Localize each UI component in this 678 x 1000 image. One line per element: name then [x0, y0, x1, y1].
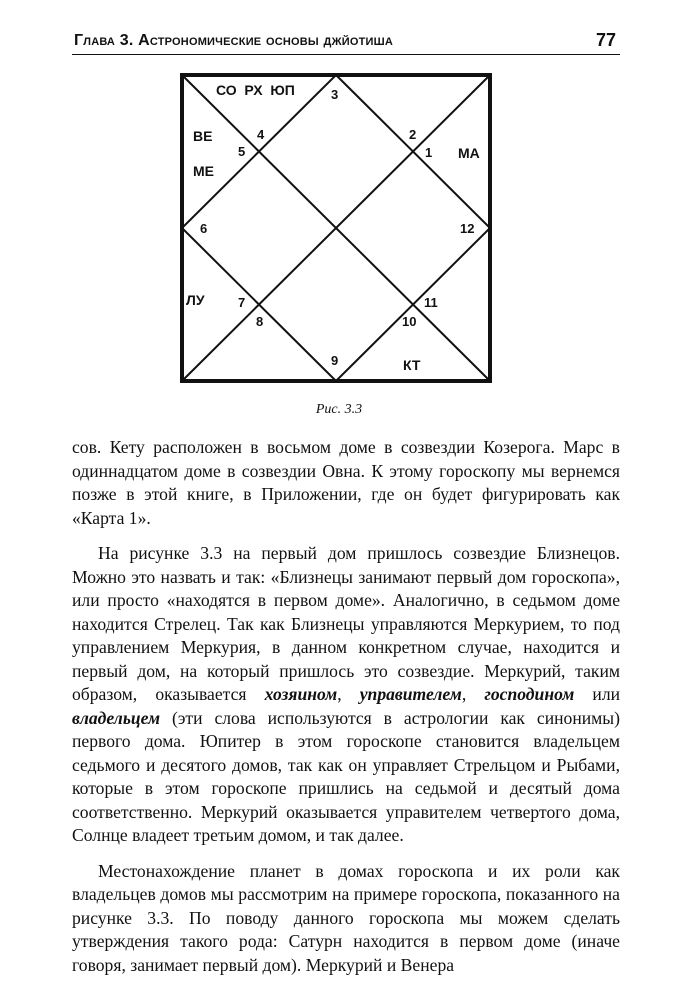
- planet-moon-house-7: ЛУ: [186, 292, 205, 308]
- body-text: [72, 436, 620, 989]
- house-number-4: 4: [257, 127, 265, 142]
- planet-mars-house-1: МА: [458, 145, 480, 161]
- page-number: 77: [595, 30, 616, 50]
- paragraph-1: сов. Кету расположен в восьмом доме в созвездии Козерога. Марс в одиннадцатом доме в созвездии Овна. К этому гороскопу мы вернемся позже в этой книге, в Приложении, где он будет фигурировать как «Карта 1».: [72, 437, 620, 528]
- paragraph-2-text-a: На рисунке 3.3 на первый дом пришлось созвездие Близнецов. Можно это назвать и так: «Близнецы занимают первый дом гороскопа», или просто «находятся в первом доме». Аналогично, в седьмом доме находится Стрелец. Так как Близнецы управляются Меркурием, то под управлением Меркурия, в данном конкретном случае, находится и первый дом, на который пришлось это созвездие. Меркурий, таким образом, оказывается: [72, 543, 620, 704]
- paragraph-2: [72, 542, 620, 848]
- house-number-8: 8: [256, 314, 264, 329]
- term-possessor: владельцем: [72, 707, 161, 728]
- house-number-7: 7: [238, 295, 246, 310]
- term-lord: господином: [484, 684, 575, 704]
- chapter-title: Глава 3. Астрономические основы джйотиша: [74, 32, 394, 49]
- house-number-6: 6: [200, 221, 208, 236]
- house-number-1: 1: [425, 145, 433, 160]
- house-number-2: 2: [409, 127, 417, 142]
- figure-caption: Рис. 3.3: [315, 402, 363, 417]
- house-number-9: 9: [331, 353, 339, 368]
- paragraph-2-text-b: (эти слова используются в астрологии как синонимы) первого дома. Юпитер в этом гороскопе становится владельцем седьмого и десятого домов, так как он управляет Стрельцом и Рыбами, которые в этом гороскопе пришлись на седьмой и десятый дома соответственно. Меркурий оказывается управителем четвертого дома, Солнце владеет третьим домом, и так далее.: [72, 707, 620, 845]
- paragraph-2-sep-2: ,: [461, 684, 485, 704]
- planet-ketu-house-9: КТ: [403, 357, 421, 373]
- term-owner: хозяином: [264, 684, 338, 704]
- house-number-12: 12: [460, 221, 475, 236]
- house-number-5: 5: [238, 144, 246, 159]
- planets-house-3: СО РХ ЮП: [216, 82, 295, 98]
- term-ruler: управителем: [359, 684, 462, 704]
- house-number-10: 10: [402, 314, 417, 329]
- planet-mercury-house-4: МЕ: [193, 163, 214, 179]
- paragraph-2-sep-3: или: [574, 684, 621, 704]
- north-indian-chart: [0, 0, 678, 400]
- paragraph-2-sep-1: ,: [337, 684, 360, 704]
- planet-venus-house-4: ВЕ: [193, 128, 213, 144]
- paragraph-3: Местонахождение планет в домах гороскопа и их роли как владельцев домов мы рассмотрим на примере гороскопа, показанного на рисунке 3.3. По поводу данного гороскопа мы можем сделать утверждения такого рода: Сатурн находится в первом доме (иначе говоря, занимает первый дом). Меркурий и Венера: [72, 860, 620, 975]
- house-number-11: 11: [424, 295, 438, 310]
- house-number-3: 3: [331, 87, 339, 102]
